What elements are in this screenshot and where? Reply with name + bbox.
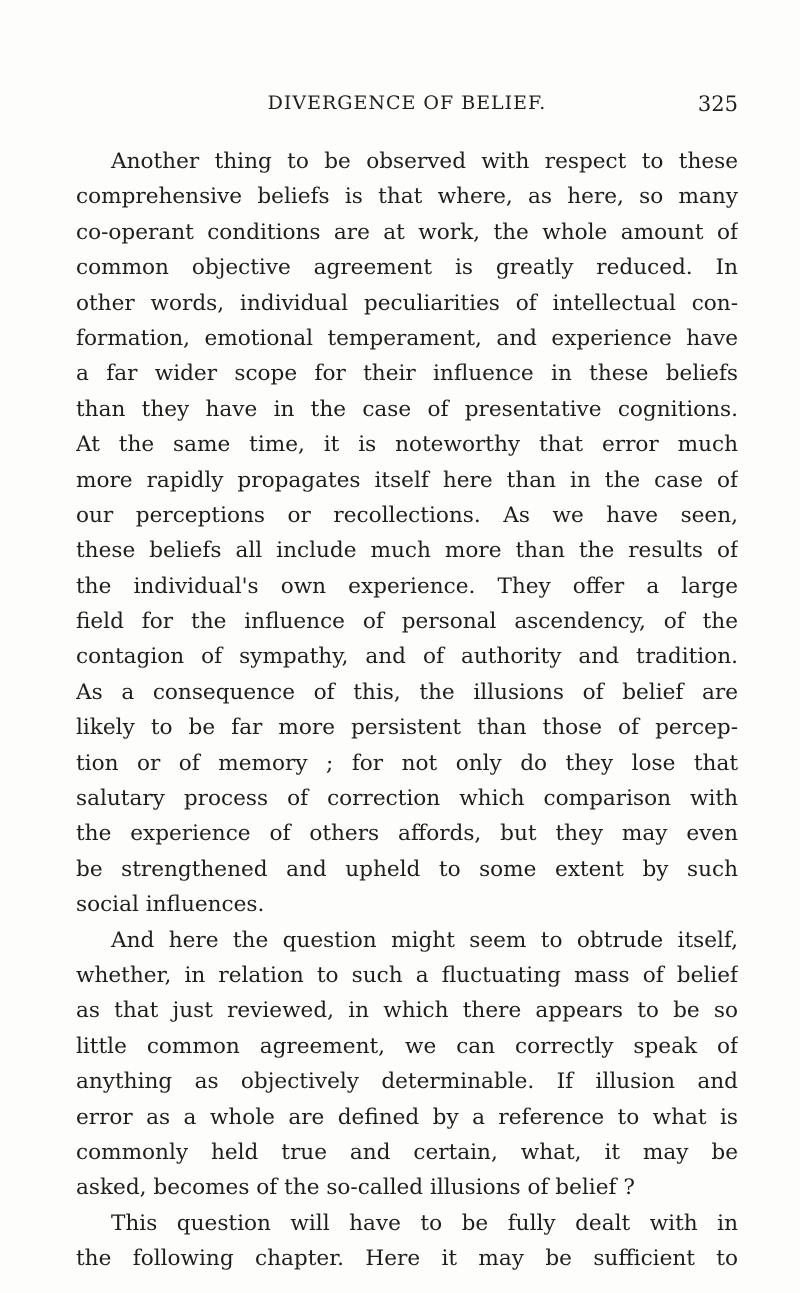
text-line: the experience of others affords, but they may even	[76, 821, 738, 847]
text-line: social influences.	[76, 892, 265, 918]
text-line: a far wider scope for their influence in these beliefs	[76, 361, 738, 387]
text-line: This question will have to be fully dealt with in	[111, 1210, 738, 1236]
text-line: the individual's own experience. They offer a large	[76, 573, 738, 599]
text-line: And here the question might seem to obtrude itself,	[111, 927, 738, 953]
text-line: formation, emotional temperament, and experience have	[76, 325, 738, 351]
text-line: error as a whole are defined by a reference to what is	[76, 1104, 738, 1130]
text-line: comprehensive beliefs is that where, as here, so many	[76, 184, 738, 210]
text-line: commonly held true and certain, what, it may be	[76, 1139, 738, 1165]
body-text	[76, 144, 738, 1277]
text-line: the following chapter. Here it may be sufficient to	[76, 1246, 738, 1272]
text-line: other words, individual peculiarities of intellectual con-	[76, 290, 738, 316]
running-head	[76, 92, 738, 122]
text-line: than they have in the case of presentative cognitions.	[76, 396, 738, 422]
text-line: tion or of memory ; for not only do they lose that	[76, 750, 738, 776]
text-line: contagion of sympathy, and of authority and tradition.	[76, 644, 738, 670]
text-line: our perceptions or recollections. As we have seen,	[76, 502, 738, 528]
text-line: as that just reviewed, in which there appears to be so	[76, 998, 738, 1024]
text-line: little common agreement, we can correctly speak of	[76, 1033, 738, 1059]
text-line: likely to be far more persistent than those of percep-	[76, 715, 738, 741]
text-line: whether, in relation to such a fluctuating mass of belief	[76, 962, 738, 988]
text-line: field for the influence of personal ascendency, of the	[76, 609, 738, 635]
text-line: these beliefs all include much more than the results of	[76, 538, 738, 564]
text-line: Another thing to be observed with respect to these	[111, 149, 738, 174]
text-line: At the same time, it is noteworthy that error much	[76, 432, 738, 458]
text-line: asked, becomes of the so-called illusions of belief ?	[76, 1175, 635, 1201]
page-number: 325	[697, 92, 738, 116]
text-line: more rapidly propagates itself here than in the case of	[76, 467, 738, 493]
text-line: As a consequence of this, the illusions of belief are	[76, 679, 738, 705]
text-line: anything as objectively determinable. If illusion and	[76, 1069, 738, 1095]
text-line: be strengthened and upheld to some extent by such	[76, 856, 738, 882]
text-line: common objective agreement is greatly reduced. In	[76, 255, 738, 281]
text-line: co-operant conditions are at work, the whole amount of	[76, 219, 738, 245]
running-title: DIVERGENCE OF BELIEF.	[267, 92, 547, 114]
text-line: salutary process of correction which comparison with	[76, 786, 738, 812]
